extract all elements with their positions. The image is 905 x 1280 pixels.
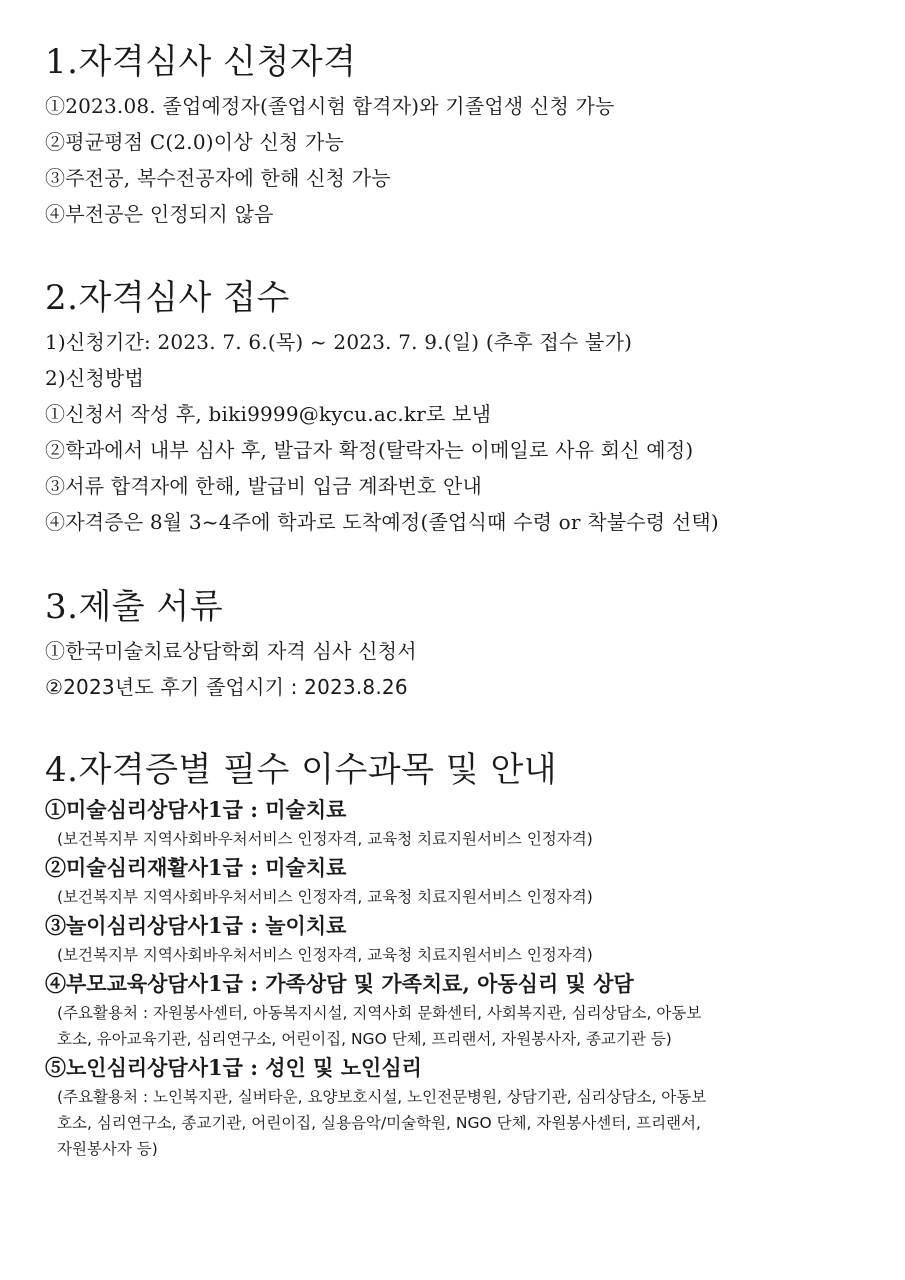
cert-item — [45, 910, 706, 968]
section-documents — [45, 587, 417, 705]
list-item: ④자격증은 8월 3~4주에 학과로 도착예정(졸업식때 수령 or 착불수령 선택) — [45, 510, 719, 534]
cert-note: 호소, 심리연구소, 종교기관, 어린이집, 실용음악/미술학원, NGO 단체, 자원봉사센터, 프리랜서, — [57, 1114, 701, 1132]
section-application — [45, 278, 719, 540]
cert-note: 호소, 유아교육기관, 심리연구소, 어린이집, NGO 단체, 프리랜서, 자원봉사자, 종교기관 등) — [57, 1030, 672, 1048]
cert-item — [45, 852, 706, 910]
list-item: 1)신청기간: 2023. 7. 6.(목) ~ 2023. 7. 9.(일) (추후 접수 불가) — [45, 330, 633, 354]
list-item: 2)신청방법 — [45, 366, 145, 390]
list-item: ②평균평점 C(2.0)이상 신청 가능 — [45, 130, 344, 154]
cert-title: ②미술심리재활사1급 : 미술치료 — [45, 855, 347, 880]
list-item: ②학과에서 내부 심사 후, 발급자 확정(탈락자는 이메일로 사유 회신 예정) — [45, 438, 694, 462]
list-item: ①2023.08. 졸업예정자(졸업시험 합격자)와 기졸업생 신청 가능 — [45, 94, 615, 118]
cert-item — [45, 794, 706, 852]
list-item: ①한국미술치료상담학회 자격 심사 신청서 — [45, 639, 417, 663]
cert-note: (주요활용처 : 노인복지관, 실버타운, 요양보호시설, 노인전문병원, 상담기관, 심리상담소, 아동보 — [57, 1088, 707, 1106]
cert-title: ⑤노인심리상담사1급 : 성인 및 노인심리 — [45, 1055, 422, 1080]
cert-note: (보건복지부 지역사회바우처서비스 인정자격, 교육청 치료지원서비스 인정자격) — [57, 830, 593, 848]
cert-note: (주요활용처 : 자원봉사센터, 아동복지시설, 지역사회 문화센터, 사회복지관, 심리상담소, 아동보 — [57, 1004, 702, 1022]
cert-note: 자원봉사자 등) — [57, 1140, 158, 1158]
cert-note: (보건복지부 지역사회바우처서비스 인정자격, 교육청 치료지원서비스 인정자격) — [57, 888, 593, 906]
section-eligibility — [45, 42, 615, 232]
list-item: ①신청서 작성 후, biki9999@kycu.ac.kr로 보냄 — [45, 402, 492, 426]
cert-item — [45, 1052, 706, 1162]
cert-title: ①미술심리상담사1급 : 미술치료 — [45, 797, 347, 822]
section-heading: 2.자격심사 접수 — [45, 278, 290, 318]
cert-item — [45, 968, 706, 1052]
list-item: ③주전공, 복수전공자에 한해 신청 가능 — [45, 166, 391, 190]
section-heading: 3.제출 서류 — [45, 587, 224, 627]
cert-note: (보건복지부 지역사회바우처서비스 인정자격, 교육청 치료지원서비스 인정자격) — [57, 946, 593, 964]
cert-title: ④부모교육상담사1급 : 가족상담 및 가족치료, 아동심리 및 상담 — [45, 971, 634, 996]
section-heading: 4.자격증별 필수 이수과목 및 안내 — [45, 750, 558, 790]
section-certificates — [45, 750, 706, 1162]
section-heading: 1.자격심사 신청자격 — [45, 42, 357, 82]
list-item: ②2023년도 후기 졸업시기 : 2023.8.26 — [45, 675, 408, 699]
cert-title: ③놀이심리상담사1급 : 놀이치료 — [45, 913, 347, 938]
list-item: ③서류 합격자에 한해, 발급비 입금 계좌번호 안내 — [45, 474, 482, 498]
list-item: ④부전공은 인정되지 않음 — [45, 202, 274, 226]
